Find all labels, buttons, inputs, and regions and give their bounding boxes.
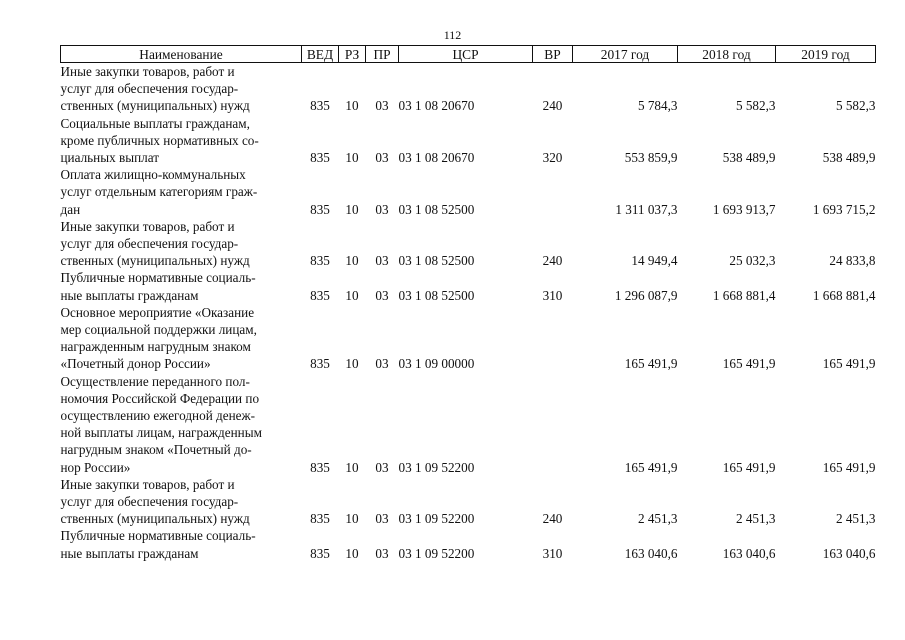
cell-ved: 835 bbox=[310, 356, 330, 372]
cell-csr: 03 1 08 20670 bbox=[398, 150, 475, 166]
name-line: нор России» bbox=[60, 459, 131, 475]
cell-rz: 10 bbox=[345, 98, 359, 114]
cell-2018: 538 489,9 bbox=[722, 150, 776, 166]
header-2017: 2017 год bbox=[573, 46, 678, 63]
cell-name bbox=[61, 527, 302, 561]
cell-vr bbox=[533, 373, 573, 476]
cell-pr: 03 bbox=[375, 459, 389, 475]
name-line: ные выплаты гражданам bbox=[60, 287, 199, 303]
cell-2018: 165 491,9 bbox=[722, 356, 776, 372]
cell-csr: 03 1 08 52500 bbox=[398, 287, 475, 303]
cell-ved: 835 bbox=[310, 150, 330, 166]
name-line: ные выплаты гражданам bbox=[60, 545, 199, 561]
cell-2018: 25 032,3 bbox=[729, 253, 776, 269]
name-line: Оплата жилищно-коммунальных bbox=[60, 167, 246, 183]
cell-2018: 5 582,3 bbox=[735, 98, 776, 114]
name-line: «Почетный донор России» bbox=[60, 356, 211, 372]
cell-2017: 14 949,4 bbox=[631, 253, 678, 269]
table-header bbox=[61, 46, 876, 63]
header-csr: ЦСР bbox=[399, 46, 533, 63]
name-line: Иные закупки товаров, работ и bbox=[60, 218, 235, 234]
cell-pr: 03 bbox=[375, 356, 389, 372]
cell-csr: 03 1 08 52500 bbox=[398, 253, 475, 269]
name-line: Иные закупки товаров, работ и bbox=[60, 476, 235, 492]
header-vr: ВР bbox=[533, 46, 573, 63]
table-row bbox=[61, 476, 876, 528]
cell-name bbox=[61, 115, 302, 167]
header-pr: ПР bbox=[366, 46, 399, 63]
name-line: ственных (муниципальных) нужд bbox=[60, 511, 250, 527]
cell-vr: 310 bbox=[542, 287, 563, 303]
cell-pr: 03 bbox=[375, 287, 389, 303]
cell-csr: 03 1 08 20670 bbox=[398, 98, 475, 114]
cell-2019: 1 668 881,4 bbox=[812, 287, 876, 303]
cell-2019: 163 040,6 bbox=[822, 545, 876, 561]
name-line: Публичные нормативные социаль- bbox=[60, 270, 256, 286]
cell-vr: 240 bbox=[542, 253, 563, 269]
name-line: Основное мероприятие «Оказание bbox=[60, 304, 255, 320]
cell-pr: 03 bbox=[375, 511, 389, 527]
table-row bbox=[61, 373, 876, 476]
cell-name bbox=[61, 304, 302, 373]
name-line: услуг отдельным категориям граж- bbox=[60, 184, 258, 200]
table-body bbox=[61, 63, 876, 562]
name-line: кроме публичных нормативных со- bbox=[60, 132, 259, 148]
name-line: Социальные выплаты гражданам, bbox=[60, 115, 250, 131]
cell-ved: 835 bbox=[310, 511, 330, 527]
cell-name bbox=[61, 63, 302, 115]
cell-rz: 10 bbox=[345, 356, 359, 372]
cell-rz: 10 bbox=[345, 253, 359, 269]
cell-2019: 165 491,9 bbox=[822, 356, 876, 372]
cell-ved: 835 bbox=[310, 253, 330, 269]
cell-vr bbox=[533, 166, 573, 218]
cell-rz: 10 bbox=[345, 201, 359, 217]
cell-2019: 24 833,8 bbox=[829, 253, 876, 269]
cell-2017: 1 296 087,9 bbox=[614, 287, 678, 303]
table-row bbox=[61, 166, 876, 218]
cell-name bbox=[61, 476, 302, 528]
header-2019: 2019 год bbox=[776, 46, 876, 63]
cell-2017: 165 491,9 bbox=[624, 356, 678, 372]
cell-vr: 240 bbox=[542, 511, 563, 527]
cell-ved: 835 bbox=[310, 545, 330, 561]
cell-2017: 2 451,3 bbox=[637, 511, 678, 527]
cell-2019: 2 451,3 bbox=[835, 511, 876, 527]
cell-pr: 03 bbox=[375, 150, 389, 166]
cell-name bbox=[61, 269, 302, 303]
cell-vr: 320 bbox=[542, 150, 563, 166]
cell-name bbox=[61, 166, 302, 218]
cell-2018: 1 693 913,7 bbox=[712, 201, 776, 217]
name-line: осуществлению ежегодной денеж- bbox=[60, 408, 256, 424]
cell-2018: 1 668 881,4 bbox=[712, 287, 776, 303]
budget-table bbox=[60, 45, 876, 562]
cell-ved: 835 bbox=[310, 201, 330, 217]
cell-2019: 5 582,3 bbox=[835, 98, 876, 114]
cell-csr: 03 1 09 52200 bbox=[398, 459, 475, 475]
cell-2017: 5 784,3 bbox=[637, 98, 678, 114]
cell-csr: 03 1 09 00000 bbox=[398, 356, 475, 372]
cell-rz: 10 bbox=[345, 545, 359, 561]
cell-vr: 310 bbox=[542, 545, 563, 561]
header-rz: РЗ bbox=[339, 46, 366, 63]
name-line: Осуществление переданного пол- bbox=[60, 373, 250, 389]
name-line: номочия Российской Федерации по bbox=[60, 390, 260, 406]
header-2018: 2018 год bbox=[678, 46, 776, 63]
name-line: награжденным нагрудным знаком bbox=[60, 339, 251, 355]
name-line: услуг для обеспечения государ- bbox=[60, 236, 239, 252]
cell-pr: 03 bbox=[375, 201, 389, 217]
cell-2019: 538 489,9 bbox=[822, 150, 876, 166]
cell-ved: 835 bbox=[310, 98, 330, 114]
cell-rz: 10 bbox=[345, 459, 359, 475]
cell-csr: 03 1 09 52200 bbox=[398, 545, 475, 561]
cell-ved: 835 bbox=[310, 459, 330, 475]
header-name: Наименование bbox=[61, 46, 302, 63]
name-line: мер социальной поддержки лицам, bbox=[60, 322, 257, 338]
cell-2017: 163 040,6 bbox=[624, 545, 678, 561]
table-row bbox=[61, 269, 876, 303]
page-number: 112 bbox=[443, 28, 462, 42]
name-line: дан bbox=[60, 201, 81, 217]
name-line: циальных выплат bbox=[60, 150, 159, 166]
cell-2019: 1 693 715,2 bbox=[812, 201, 876, 217]
cell-2017: 1 311 037,3 bbox=[615, 201, 678, 217]
name-line: ственных (муниципальных) нужд bbox=[60, 253, 250, 269]
cell-name bbox=[61, 218, 302, 270]
cell-rz: 10 bbox=[345, 511, 359, 527]
cell-pr: 03 bbox=[375, 545, 389, 561]
name-line: услуг для обеспечения государ- bbox=[60, 81, 239, 97]
cell-ved: 835 bbox=[310, 287, 330, 303]
cell-2018: 165 491,9 bbox=[722, 459, 776, 475]
cell-2018: 163 040,6 bbox=[722, 545, 776, 561]
name-line: ственных (муниципальных) нужд bbox=[60, 98, 250, 114]
cell-csr: 03 1 09 52200 bbox=[398, 511, 475, 527]
table-row bbox=[61, 115, 876, 167]
cell-vr: 240 bbox=[542, 98, 563, 114]
cell-vr bbox=[533, 304, 573, 373]
name-line: услуг для обеспечения государ- bbox=[60, 494, 239, 510]
name-line: Публичные нормативные социаль- bbox=[60, 528, 256, 544]
cell-rz: 10 bbox=[345, 287, 359, 303]
cell-rz: 10 bbox=[345, 150, 359, 166]
cell-2017: 553 859,9 bbox=[624, 150, 678, 166]
cell-csr: 03 1 08 52500 bbox=[398, 201, 475, 217]
cell-2017: 165 491,9 bbox=[624, 459, 678, 475]
cell-2019: 165 491,9 bbox=[822, 459, 876, 475]
name-line: Иные закупки товаров, работ и bbox=[60, 64, 235, 79]
table-row bbox=[61, 63, 876, 115]
table-row bbox=[61, 218, 876, 270]
cell-2018: 2 451,3 bbox=[735, 511, 776, 527]
cell-name bbox=[61, 373, 302, 476]
cell-pr: 03 bbox=[375, 98, 389, 114]
table-row bbox=[61, 527, 876, 561]
cell-pr: 03 bbox=[375, 253, 389, 269]
name-line: нагрудным знаком «Почетный до- bbox=[60, 442, 252, 458]
header-ved: ВЕД bbox=[302, 46, 339, 63]
name-line: ной выплаты лицам, награжденным bbox=[60, 425, 262, 441]
table-row bbox=[61, 304, 876, 373]
